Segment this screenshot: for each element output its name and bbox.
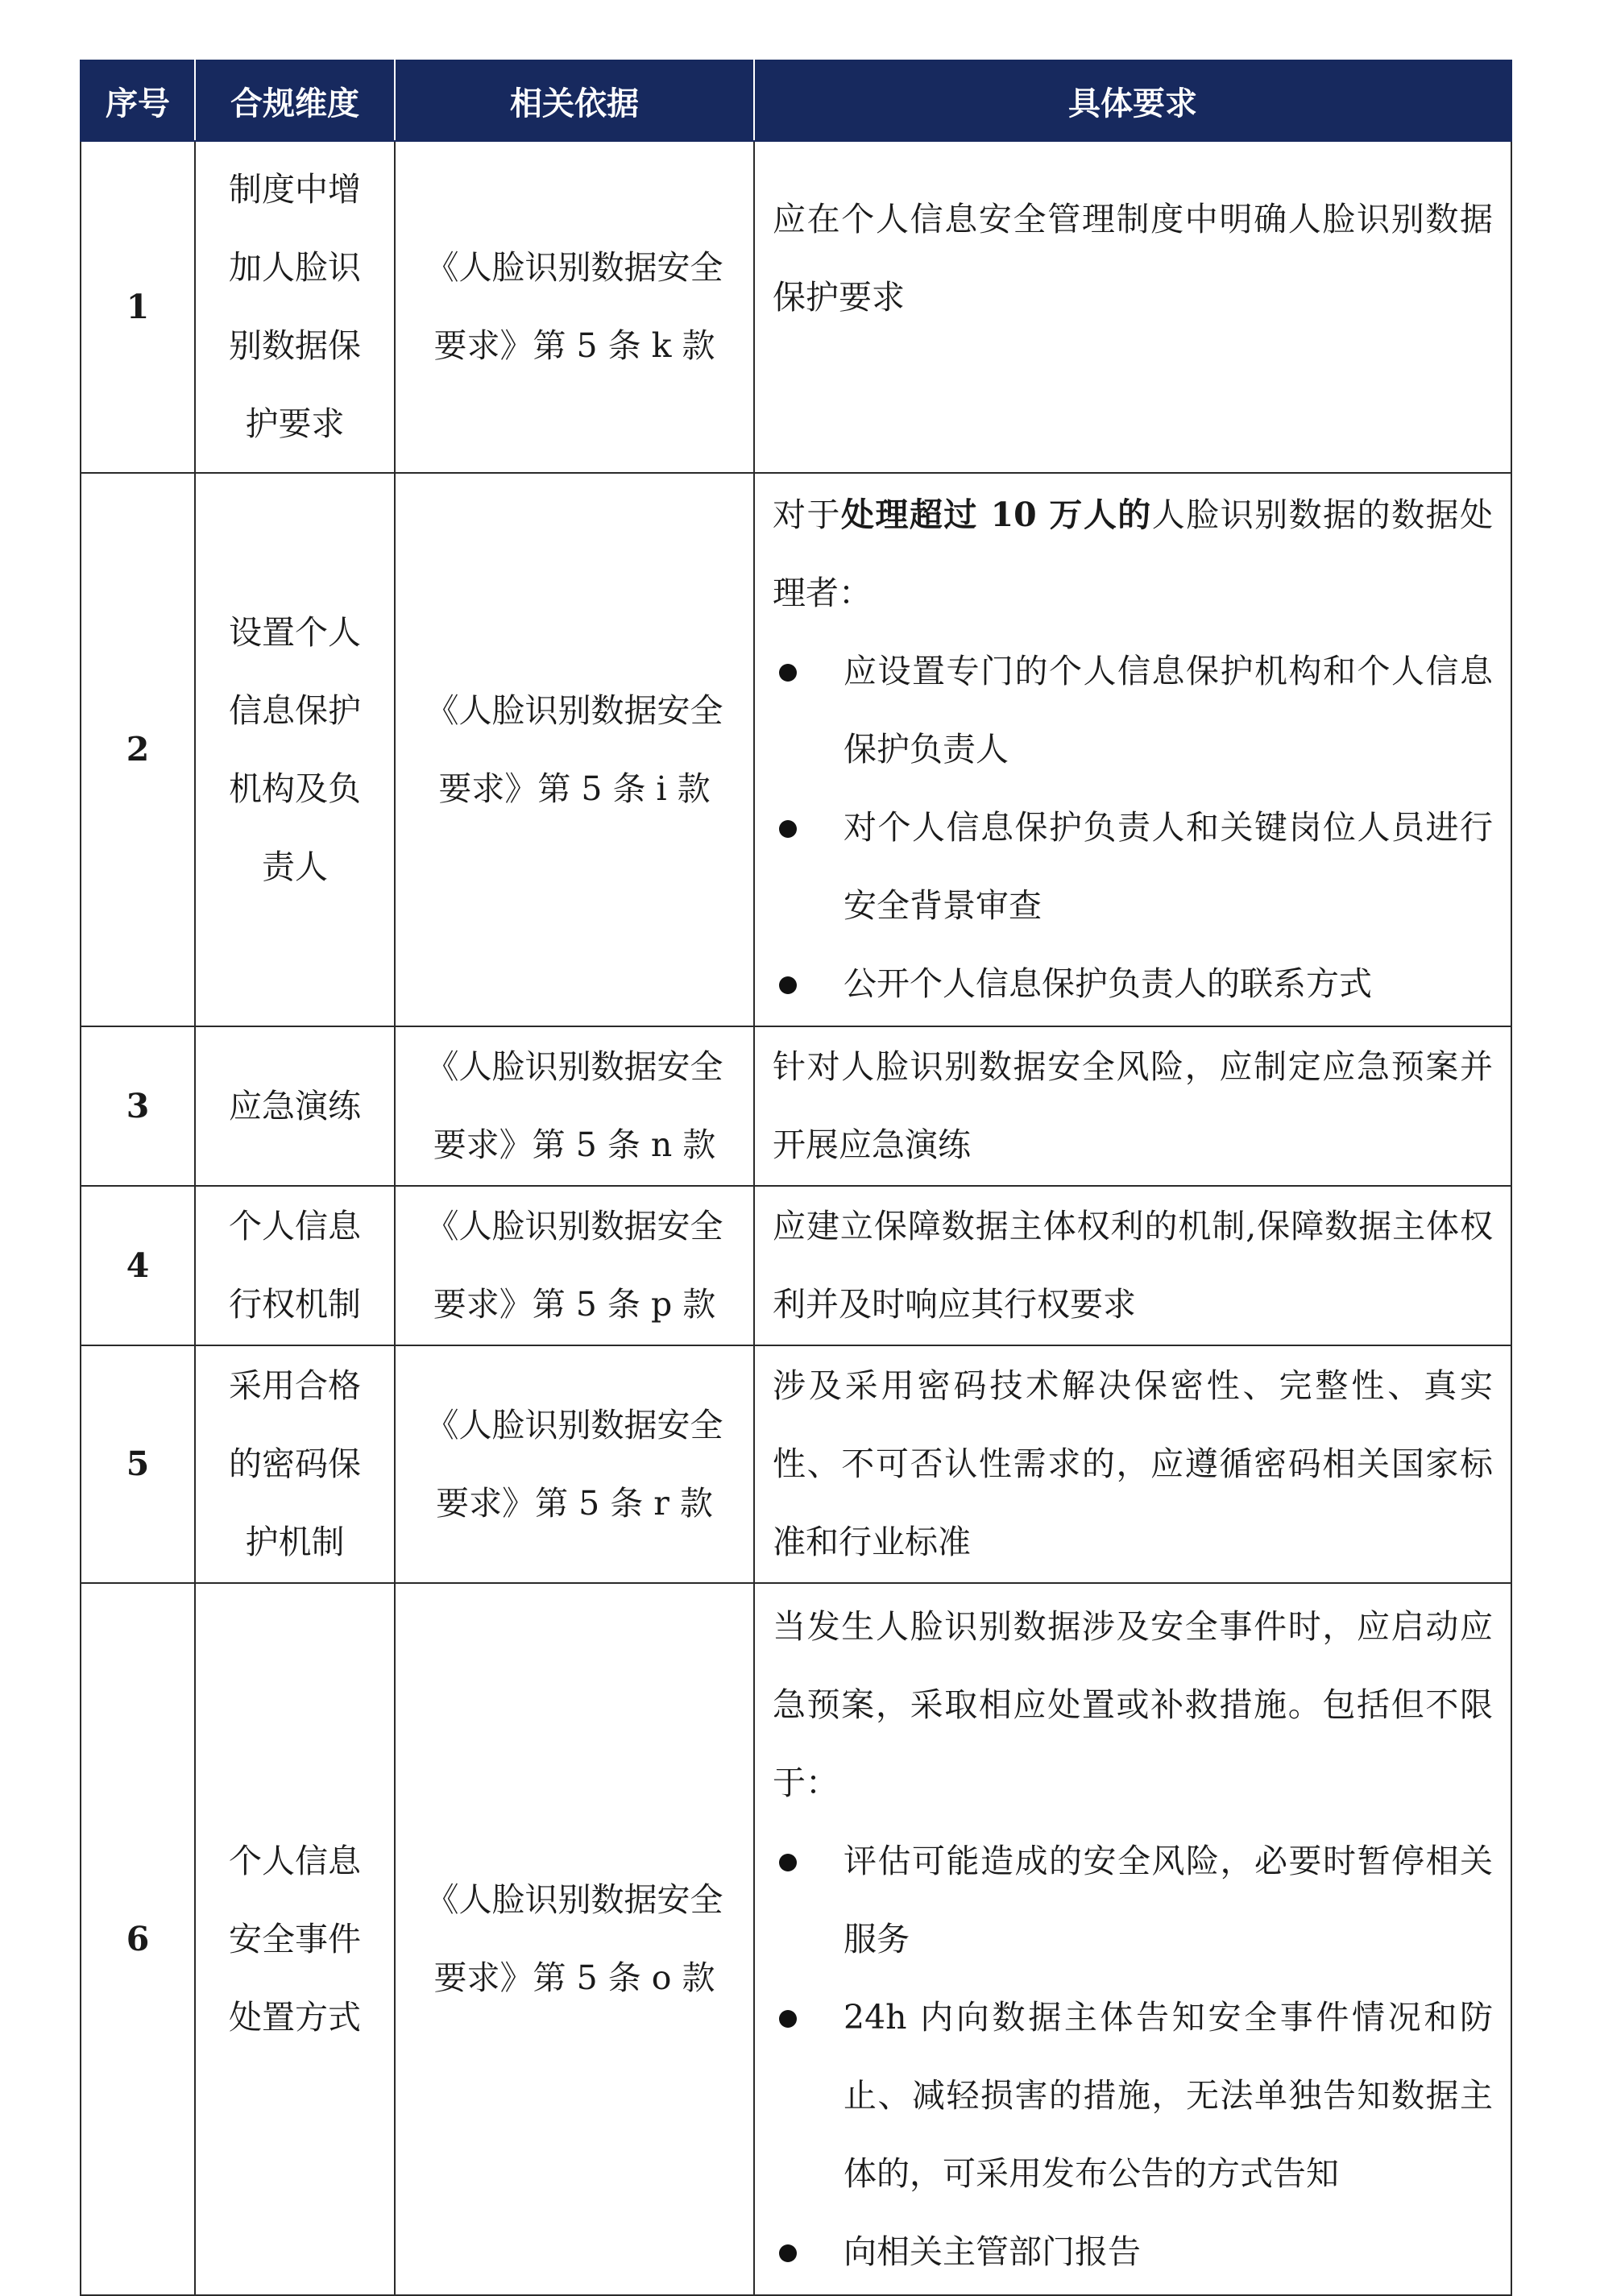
row-seq: 2 <box>81 473 195 1026</box>
requirement-text: 应在个人信息安全管理制度中明确人脸识别数据保护要求 <box>773 200 1493 317</box>
table-row <box>81 1186 1511 1345</box>
requirement-text: 针对人脸识别数据安全风险，应制定应急预案并开展应急演练 <box>773 1047 1493 1164</box>
compliance-table-container <box>80 60 1511 2296</box>
row-seq: 1 <box>81 141 195 473</box>
row-basis: 《人脸识别数据安全要求》第 5 条 i 款 <box>395 473 754 1026</box>
table-row <box>81 473 1511 1026</box>
table-header-row <box>81 60 1511 141</box>
requirement-text: 应建立保障数据主体权利的机制,保障数据主体权利并及时响应其行权要求 <box>773 1207 1493 1324</box>
bullet-dot-icon <box>779 1854 797 1871</box>
row-requirement <box>754 1186 1511 1345</box>
list-item-text: 对个人信息保护负责人和关键岗位人员进行安全背景审查 <box>844 808 1493 925</box>
list-item-text: 评估可能造成的安全风险，必要时暂停相关服务 <box>844 1841 1493 1958</box>
row-requirement <box>754 141 1511 473</box>
bullet-dot-icon <box>779 820 797 838</box>
list-item-text: 公开个人信息保护负责人的联系方式 <box>844 964 1372 1003</box>
row-basis: 《人脸识别数据安全要求》第 5 条 p 款 <box>395 1186 754 1345</box>
row-dimension: 采用合格的密码保护机制 <box>195 1345 395 1583</box>
header-requirement: 具体要求 <box>754 60 1511 141</box>
header-basis: 相关依据 <box>395 60 754 141</box>
header-dimension: 合规维度 <box>195 60 395 141</box>
list-item <box>773 789 1493 945</box>
row-seq: 5 <box>81 1345 195 1583</box>
row-dimension: 制度中增加人脸识别数据保护要求 <box>195 141 395 473</box>
row-basis: 《人脸识别数据安全要求》第 5 条 k 款 <box>395 141 754 473</box>
table-row <box>81 1345 1511 1583</box>
list-item-text: 应设置专门的个人信息保护机构和个人信息保护负责人 <box>844 652 1493 769</box>
table-row <box>81 141 1511 473</box>
list-item <box>773 2213 1493 2291</box>
table-row <box>81 1026 1511 1186</box>
row-requirement <box>754 1026 1511 1186</box>
requirement-intro <box>773 476 1493 632</box>
bullet-dot-icon <box>779 2244 797 2262</box>
row-basis: 《人脸识别数据安全要求》第 5 条 o 款 <box>395 1583 754 2295</box>
row-requirement <box>754 1583 1511 2295</box>
row-dimension: 设置个人信息保护机构及负责人 <box>195 473 395 1026</box>
row-dimension: 个人信息安全事件处置方式 <box>195 1583 395 2295</box>
list-item <box>773 1822 1493 1979</box>
bullet-dot-icon <box>779 664 797 682</box>
list-item <box>773 1979 1493 2213</box>
row-requirement <box>754 1345 1511 1583</box>
row-dimension: 应急演练 <box>195 1026 395 1186</box>
row-dimension: 个人信息行权机制 <box>195 1186 395 1345</box>
intro-suffix: 人脸识别数据的数据处理者： <box>773 495 1494 612</box>
requirement-bullet-list <box>773 1822 1493 2291</box>
list-item-text: 向相关主管部门报告 <box>844 2232 1141 2271</box>
row-seq: 4 <box>81 1186 195 1345</box>
list-item-text: 24h 内向数据主体告知安全事件情况和防止、减轻损害的措施，无法单独告知数据主体的，可采用发布公告的方式告知 <box>844 1997 1493 2193</box>
row-basis: 《人脸识别数据安全要求》第 5 条 r 款 <box>395 1345 754 1583</box>
compliance-table <box>80 60 1512 2296</box>
list-item <box>773 632 1493 789</box>
requirement-text: 涉及采用密码技术解决保密性、完整性、真实性、不可否认性需求的，应遵循密码相关国家标准和行业标准 <box>773 1366 1493 1561</box>
row-basis: 《人脸识别数据安全要求》第 5 条 n 款 <box>395 1026 754 1186</box>
table-row <box>81 1583 1511 2295</box>
row-seq: 6 <box>81 1583 195 2295</box>
row-requirement <box>754 473 1511 1026</box>
bullet-dot-icon <box>779 2010 797 2028</box>
bullet-dot-icon <box>779 976 797 994</box>
list-item <box>773 945 1493 1023</box>
requirement-bullet-list <box>773 632 1493 1023</box>
header-seq: 序号 <box>81 60 195 141</box>
intro-prefix: 对于 <box>773 495 841 534</box>
row-seq: 3 <box>81 1026 195 1186</box>
intro-emphasis: 处理超过 10 万人的 <box>840 495 1152 534</box>
requirement-intro: 当发生人脸识别数据涉及安全事件时，应启动应急预案，采取相应处置或补救措施。包括但不限于： <box>773 1606 1493 1802</box>
